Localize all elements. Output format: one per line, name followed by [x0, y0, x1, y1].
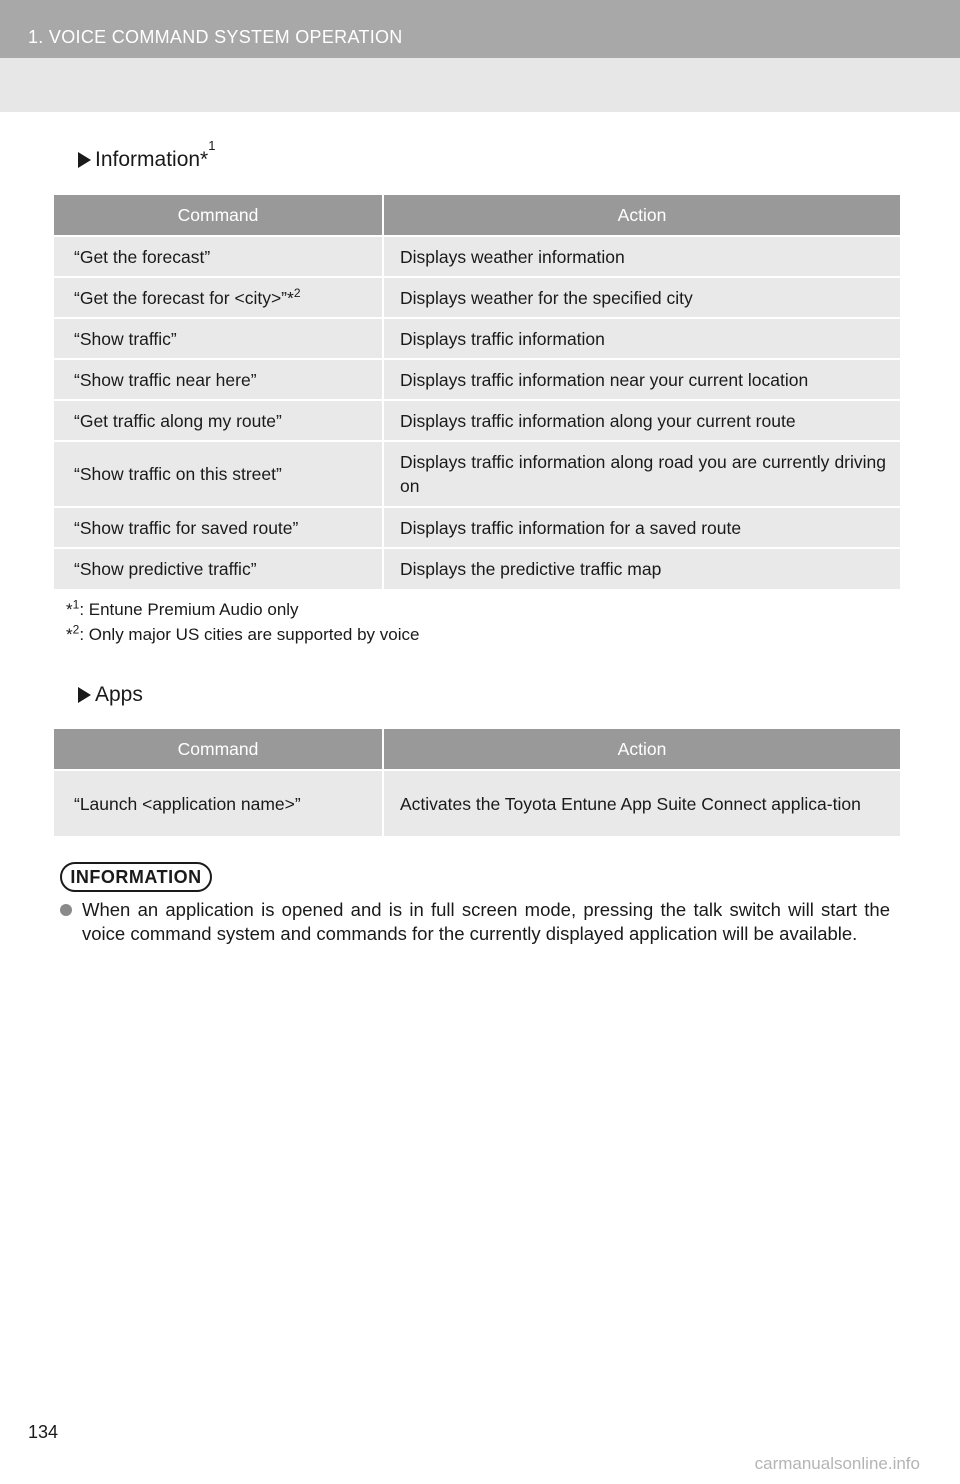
- command-cell: “Show traffic”: [54, 318, 383, 359]
- table-row: [54, 441, 900, 507]
- table-row: [54, 359, 900, 400]
- table-row: [54, 548, 900, 589]
- action-cell: Displays weather information: [383, 236, 900, 277]
- table-header-row: [54, 729, 900, 770]
- header-bar: [0, 0, 960, 58]
- section-heading-apps: [78, 683, 143, 707]
- watermark: carmanualsonline.info: [754, 1454, 920, 1473]
- action-cell: Displays traffic information for a saved route: [383, 507, 900, 548]
- page-number: 134: [28, 1422, 59, 1442]
- apps-command-table: [54, 729, 900, 836]
- footnote-sup: 2: [72, 622, 80, 637]
- footnote: [66, 622, 419, 647]
- table-row: [54, 318, 900, 359]
- action-cell: Activates the Toyota Entune App Suite Connect applica-tion: [383, 770, 900, 836]
- footnote: [66, 597, 419, 622]
- action-cell: Displays traffic information: [383, 318, 900, 359]
- command-cell: “Show traffic for saved route”: [54, 507, 383, 548]
- information-item: [60, 898, 890, 946]
- action-cell: Displays traffic information along your current route: [383, 400, 900, 441]
- action-cell: Displays the predictive traffic map: [383, 548, 900, 589]
- column-header-action: Action: [383, 729, 900, 770]
- section-heading-information: Information* $^1$: [78, 148, 215, 172]
- footnote-text: : Entune Premium Audio only: [79, 600, 299, 619]
- information-command-table: [54, 195, 900, 589]
- action-cell: Displays traffic information near your current location: [383, 359, 900, 400]
- section-heading-text: Information*: [95, 148, 209, 171]
- command-cell: “Get traffic along my route”: [54, 400, 383, 441]
- command-cell: “Show traffic near here”: [54, 359, 383, 400]
- column-header-command: Command: [54, 729, 383, 770]
- footnotes: [66, 597, 419, 647]
- chapter-title: 1. VOICE COMMAND SYSTEM OPERATION: [28, 27, 403, 47]
- command-text: “Get the forecast for <city>”*: [74, 287, 294, 308]
- column-header-command: Command: [54, 195, 383, 236]
- table-row: [54, 770, 900, 836]
- bullet-dot-icon: [60, 904, 72, 916]
- table-header-row: [54, 195, 900, 236]
- section-heading-text: Apps: [95, 683, 143, 706]
- table-row: [54, 507, 900, 548]
- information-text: When an application is opened and is in full screen mode, pressing the talk switch will start the voice command system and commands for the currently displayed application will be available.: [82, 899, 890, 944]
- command-cell: [54, 277, 383, 318]
- footnote-mark: *: [66, 600, 73, 619]
- footnote-sup: 1: [72, 597, 80, 612]
- command-cell: “Show traffic on this street”: [54, 441, 383, 507]
- column-header-action: Action: [383, 195, 900, 236]
- command-cell: “Show predictive traffic”: [54, 548, 383, 589]
- play-triangle-icon: [78, 687, 91, 703]
- table-row: [54, 277, 900, 318]
- action-cell: Displays weather for the specified city: [383, 277, 900, 318]
- footnote-mark: *: [66, 625, 73, 644]
- information-badge: INFORMATION: [60, 862, 212, 892]
- table-row: [54, 236, 900, 277]
- play-triangle-icon: [78, 152, 91, 168]
- table-row: [54, 400, 900, 441]
- footnote-text: : Only major US cities are supported by voice: [79, 625, 420, 644]
- command-cell: “Get the forecast”: [54, 236, 383, 277]
- action-cell: Displays traffic information along road you are currently driving on: [383, 441, 900, 507]
- command-sup: 2: [293, 285, 301, 300]
- command-cell: “Launch <application name>”: [54, 770, 383, 836]
